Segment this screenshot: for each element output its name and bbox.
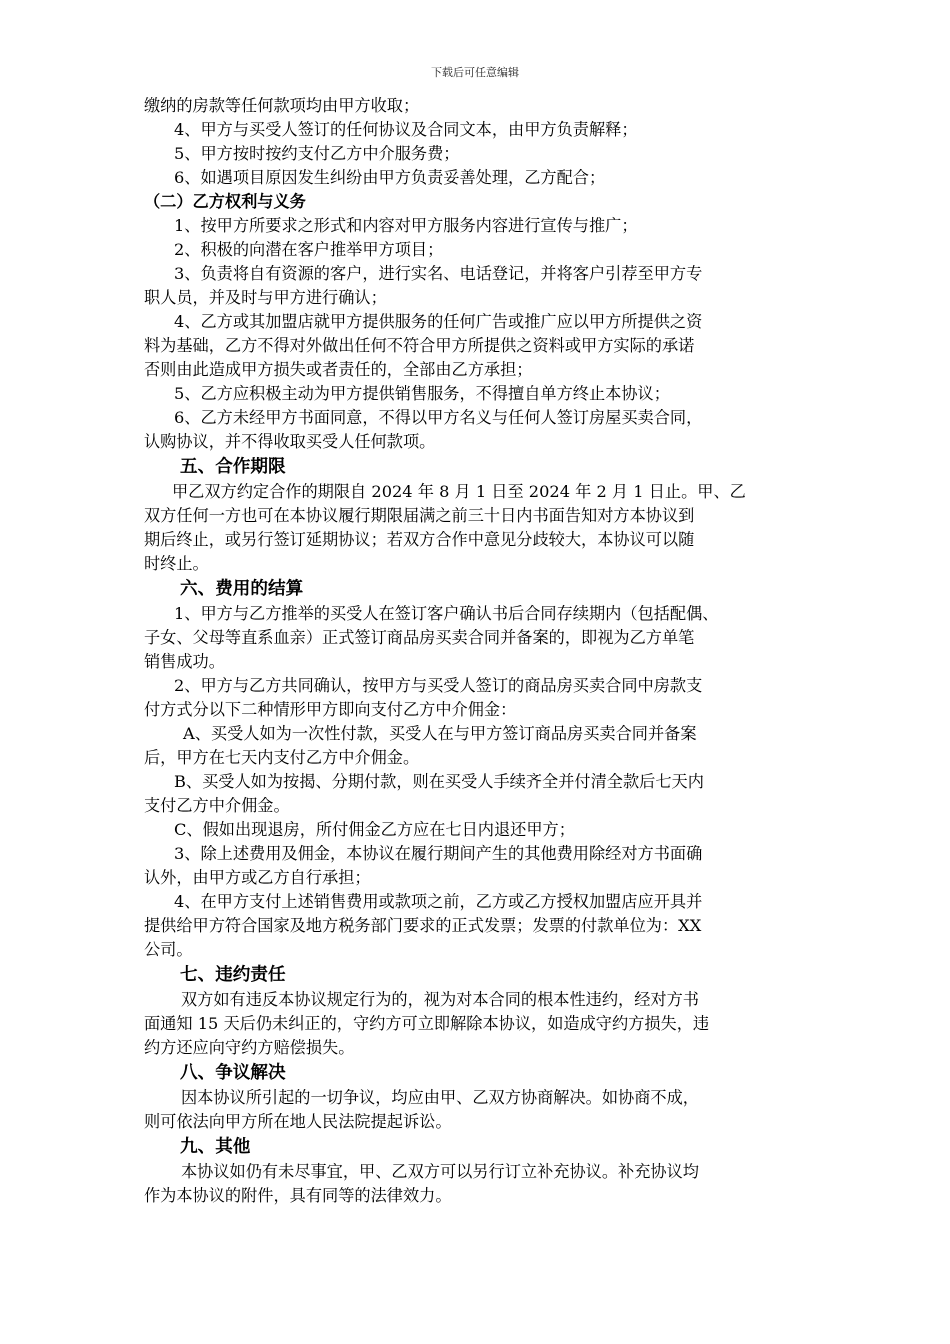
text-line: 1、按甲方所要求之形式和内容对甲方服务内容进行宣传与推广； [174, 216, 638, 235]
text-line: 5、甲方按时按约支付乙方中介服务费； [174, 144, 460, 163]
text-line: 2、甲方与乙方共同确认，按甲方与买受人签订的商品房买卖合同中房款支 [174, 676, 703, 695]
text-line: 公司。 [144, 940, 193, 959]
text-line: 料为基础，乙方不得对外做出任何不符合甲方所提供之资料或甲方实际的承诺 [144, 336, 695, 355]
text-line: 5、乙方应积极主动为甲方提供销售服务，不得擅自单方终止本协议； [174, 384, 670, 403]
text-line: 2、积极的向潜在客户推举甲方项目； [174, 240, 444, 259]
subsection-heading: （二）乙方权利与义务 [144, 192, 306, 211]
section-heading: 七、违约责任 [180, 965, 286, 985]
section-heading: 六、费用的结算 [180, 579, 304, 599]
text-line: 双方任何一方也可在本协议履行期限届满之前三十日内书面告知对方本协议到 [144, 506, 695, 525]
text-line: 约方还应向守约方赔偿损失。 [144, 1038, 355, 1057]
text-line: 则可依法向甲方所在地人民法院提起诉讼。 [144, 1112, 452, 1131]
text-line: 销售成功。 [144, 652, 225, 671]
text-line: 因本协议所引起的一切争议，均应由甲、乙双方协商解决。如协商不成， [181, 1088, 699, 1107]
text-line: 否则由此造成甲方损失或者责任的，全部由乙方承担； [144, 360, 533, 379]
text-line: 4、在甲方支付上述销售费用或款项之前，乙方或乙方授权加盟店应开具并 [174, 892, 703, 911]
text-line: 3、负责将自有资源的客户，进行实名、电话登记，并将客户引荐至甲方专 [174, 264, 703, 283]
text-line: 缴纳的房款等任何款项均由甲方收取； [144, 96, 420, 115]
text-line: 后，甲方在七天内支付乙方中介佣金。 [144, 748, 420, 767]
document-body [144, 94, 810, 1208]
text-line: 1、甲方与乙方推举的买受人在签订客户确认书后合同存续期内（包括配偶、 [174, 604, 719, 623]
text-line: 面通知 15 天后仍未纠正的，守约方可立即解除本协议，如造成守约方损失，违 [144, 1014, 710, 1033]
text-line: 甲乙双方约定合作的期限自 2024 年 8 月 1 日至 2024 年 2 月 1 日止。甲、乙 [172, 482, 746, 501]
text-line: 4、乙方或其加盟店就甲方提供服务的任何广告或推广应以甲方所提供之资 [174, 312, 703, 331]
text-line: 子女、父母等直系血亲）正式签订商品房买卖合同并备案的，即视为乙方单笔 [144, 628, 695, 647]
text-line: B、买受人如为按揭、分期付款，则在买受人手续齐全并付清全款后七天内 [174, 772, 704, 791]
text-line: 6、乙方未经甲方书面同意，不得以甲方名义与任何人签订房屋买卖合同， [174, 408, 703, 427]
text-line: 双方如有违反本协议规定行为的，视为对本合同的根本性违约，经对方书 [181, 990, 699, 1009]
text-line: C、假如出现退房，所付佣金乙方应在七日内退还甲方； [174, 820, 575, 839]
text-line: 期后终止，或另行签订延期协议；若双方合作中意见分歧较大，本协议可以随 [144, 530, 695, 549]
text-line: 本协议如仍有未尽事宜，甲、乙双方可以另行订立补充协议。补充协议均 [181, 1162, 699, 1181]
text-line: 认购协议，并不得收取买受人任何款项。 [144, 432, 436, 451]
text-line: 6、如遇项目原因发生纠纷由甲方负责妥善处理，乙方配合； [174, 168, 606, 187]
text-line: 3、除上述费用及佣金，本协议在履行期间产生的其他费用除经对方书面确 [174, 844, 703, 863]
text-line: 时终止。 [144, 554, 209, 573]
section-heading: 九、其他 [180, 1137, 251, 1157]
text-line: 作为本协议的附件，具有同等的法律效力。 [144, 1186, 452, 1205]
text-line: A、买受人如为一次性付款，买受人在与甲方签订商品房买卖合同并备案 [183, 724, 697, 743]
text-line: 支付乙方中介佣金。 [144, 796, 290, 815]
text-line: 提供给甲方符合国家及地方税务部门要求的正式发票；发票的付款单位为：XX [144, 916, 702, 935]
text-line: 认外，由甲方或乙方自行承担； [144, 868, 371, 887]
text-line: 付方式分以下二种情形甲方即向支付乙方中介佣金： [144, 700, 517, 719]
page-header-note: 下载后可任意编辑 [431, 66, 519, 79]
section-heading: 八、争议解决 [180, 1063, 286, 1083]
text-line: 职人员，并及时与甲方进行确认； [144, 288, 387, 307]
section-heading: 五、合作期限 [180, 457, 286, 477]
text-line: 4、甲方与买受人签订的任何协议及合同文本，由甲方负责解释； [174, 120, 638, 139]
